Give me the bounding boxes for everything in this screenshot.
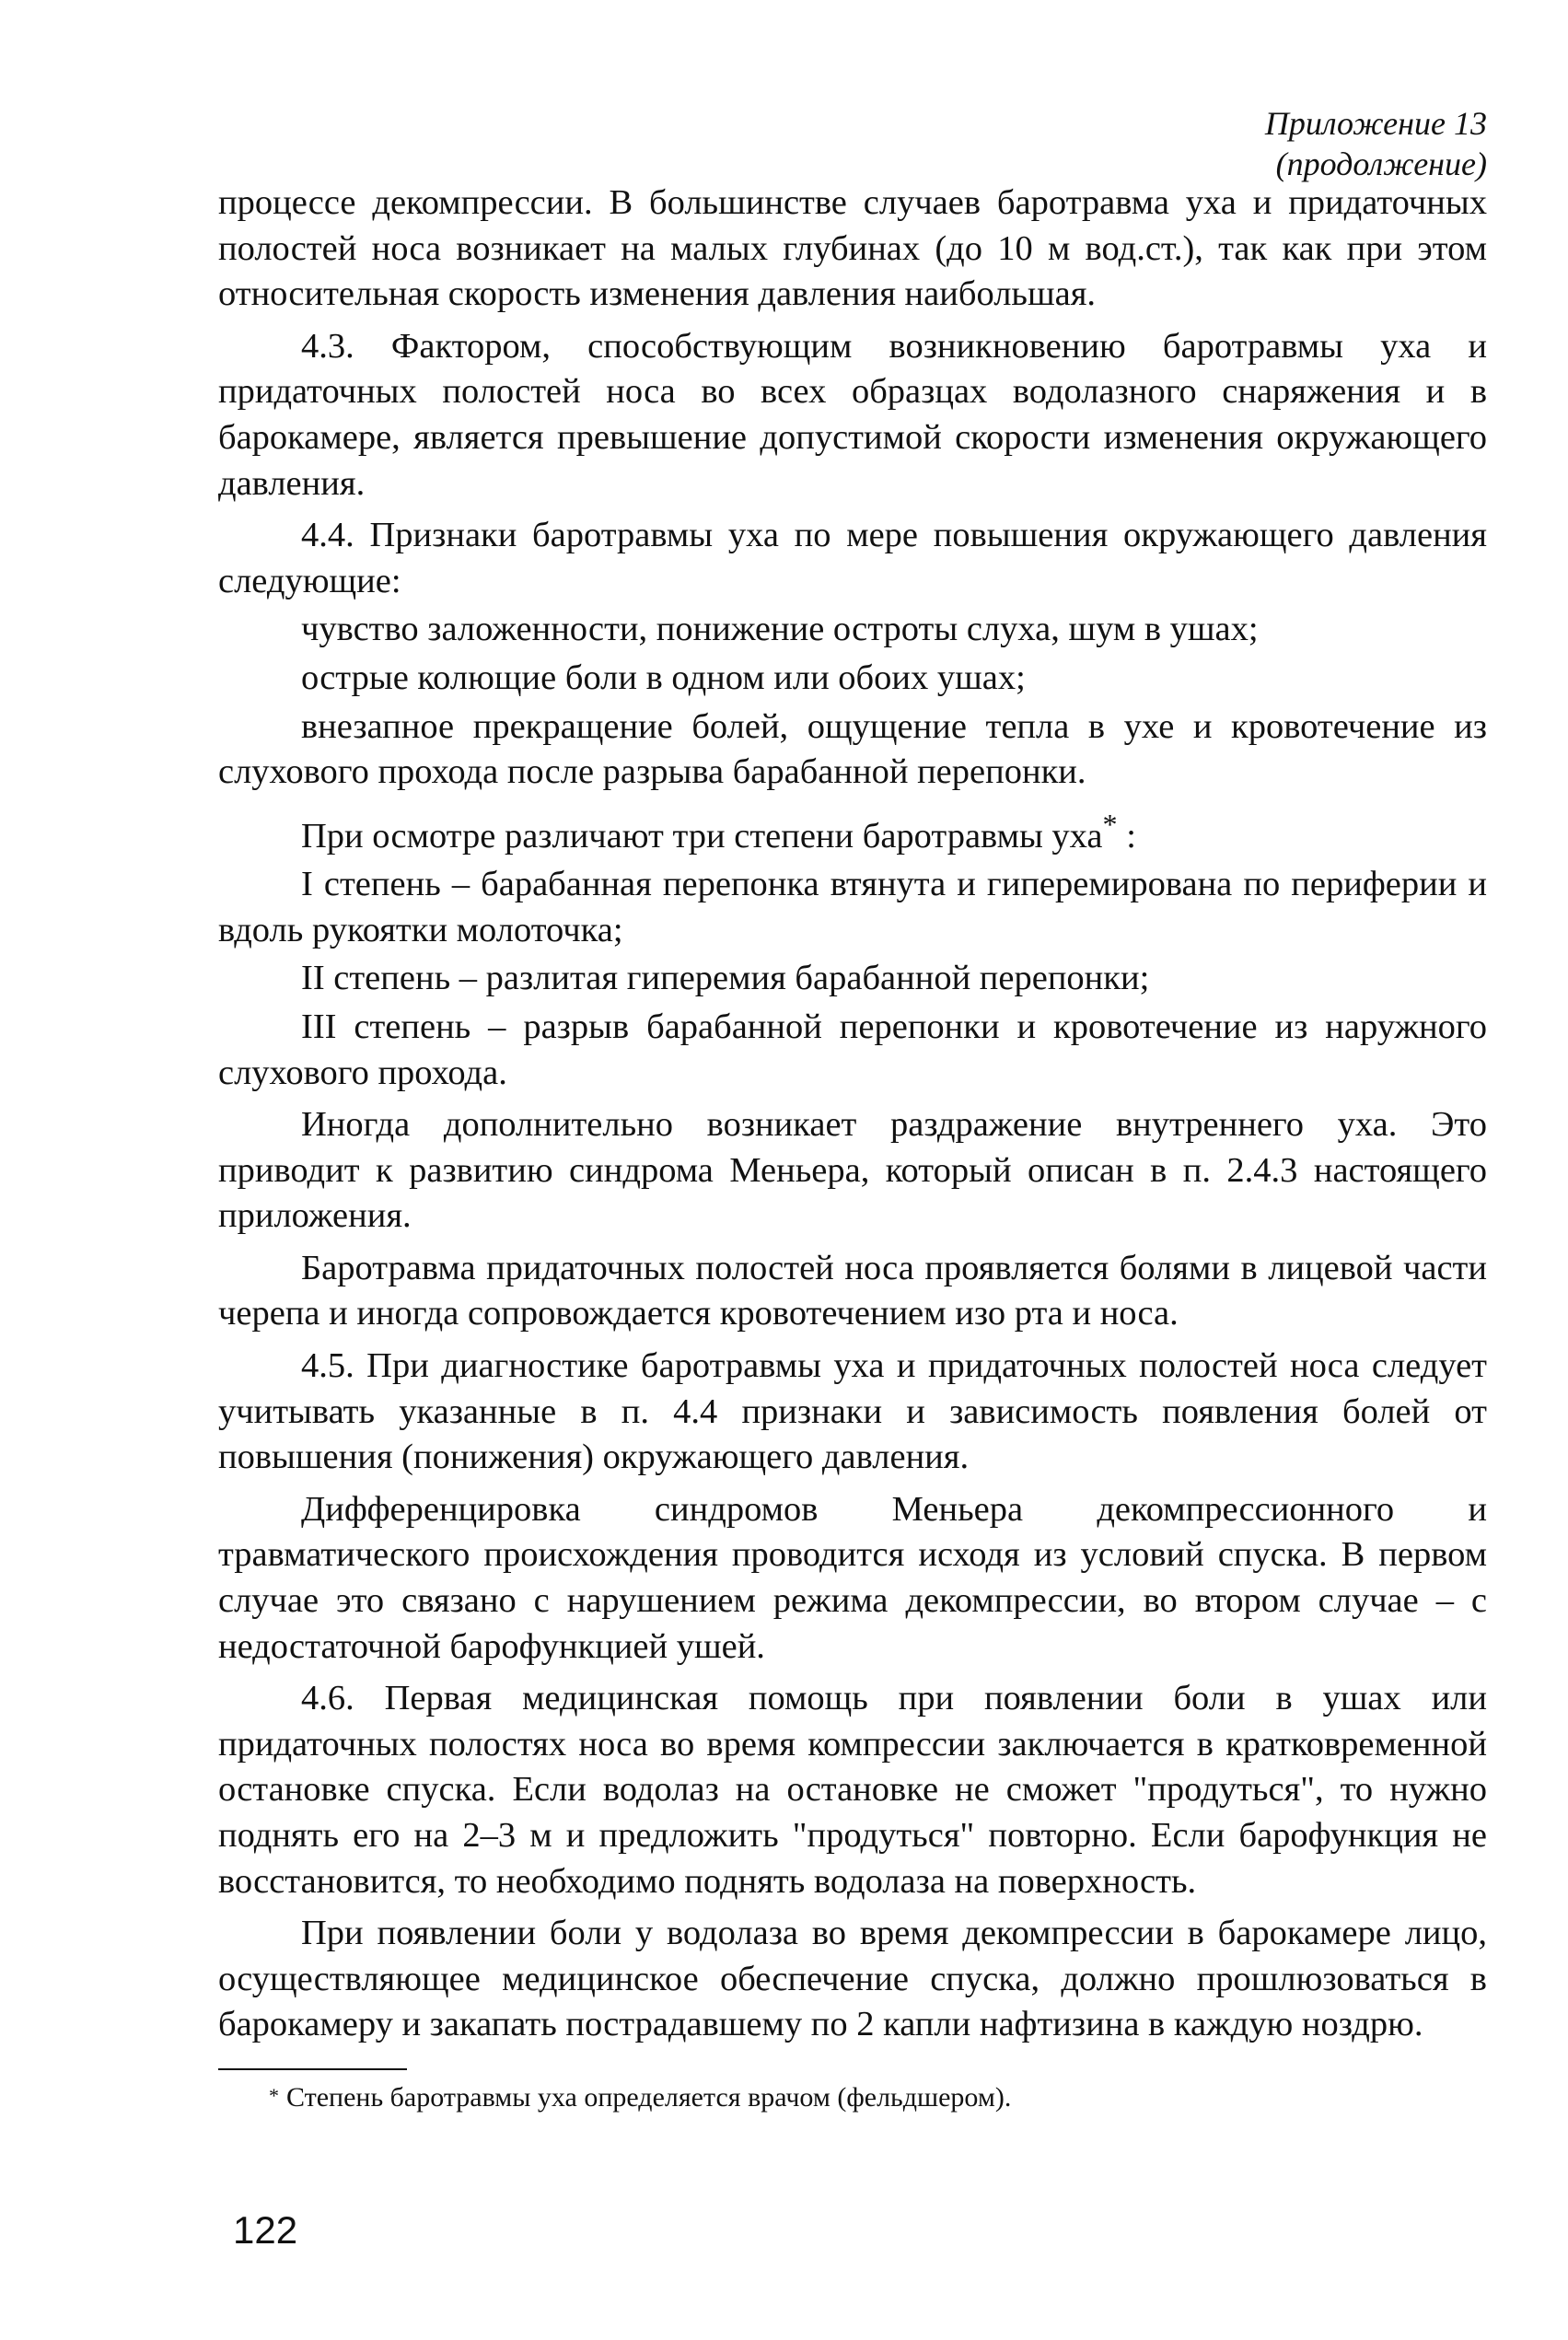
appendix-title: Приложение 13 — [1264, 105, 1487, 142]
footnote-text: Степень баротравмы уха определяется врачом (фельдшером). — [286, 2082, 1012, 2113]
symptom-item: внезапное прекращение болей, ощущение тепла в ухе и кровотечение из слухового прохода после разрыва барабанной перепонки. — [218, 706, 1487, 792]
appendix-continuation: (продолжение) — [1275, 146, 1487, 182]
symptom-item: чувство заложенности, понижение остроты слуха, шум в ушах; — [301, 610, 1259, 649]
page-number: 122 — [233, 2208, 298, 2252]
paragraph: Баротравма придаточных полостей носа проявляется болями в лицевой части черепа и иногда сопровождается кровотечением изо рта и носа. — [218, 1248, 1487, 1333]
footnote-divider — [218, 2068, 407, 2070]
paragraph: процессе декомпрессии. В большинстве случаев баротравма уха и придаточных полостей носа возникает на малых глубинах (до 10 м вод.ст.), так как при этом относительная скорость изменения давления наибольшая. — [218, 183, 1487, 314]
degree-item: I степень – барабанная перепонка втянута и гиперемирована по периферии и вдоль рукоятки молоточка; — [218, 865, 1487, 949]
body-text — [218, 180, 1487, 2048]
paragraph: Иногда дополнительно возникает раздражение внутреннего уха. Это приводит к развитию синдрома Меньера, который описан в п. 2.4.3 настоящего приложения. — [218, 1105, 1487, 1236]
footnote-mark: * — [269, 2084, 279, 2107]
degrees-intro: При осмотре различают три степени баротравмы уха — [301, 816, 1103, 856]
paragraph: При появлении боли у водолаза во время декомпрессии в барокамере лицо, осуществляющее медицинское обеспечение спуска, должно прошлюзоваться в барокамеру и закапать пострадавшему по 2 капли нафтизина в каждую ноздрю. — [218, 1914, 1487, 2044]
paragraph: Дифференцировка синдромов Меньера декомпрессионного и травматического происхождения проводится исходя из условий спуска. В первом случае это связано с нарушением режима декомпрессии, во втором случае – с недостаточной барофункцией ушей. — [218, 1489, 1487, 1666]
footnote-reference: * — [1102, 807, 1118, 841]
paragraph-4-3: 4.3. Фактором, способствующим возникновению баротравмы уха и придаточных полостей носа во всех образцах водолазного снаряжения и в барокамере, является превышение допустимой скорости изменения окружающего давления. — [218, 326, 1487, 503]
appendix-header — [1265, 103, 1487, 184]
paragraph-4-4: 4.4. Признаки баротравмы уха по мере повышения окружающего давления следующие: — [218, 516, 1487, 600]
footnote — [269, 2079, 1011, 2116]
degree-item: III степень – разрыв барабанной перепонки и кровотечение из наружного слухового прохода. — [218, 1007, 1487, 1092]
paragraph-4-5: 4.5. При диагностике баротравмы уха и придаточных полостей носа следует учитывать указанные в п. 4.4 признаки и зависимость появления болей от повышения (понижения) окружающего давления. — [218, 1346, 1487, 1477]
degrees-colon: : — [1126, 816, 1136, 856]
paragraph-4-6: 4.6. Первая медицинская помощь при появлении боли в ушах или придаточных полостях носа во время компрессии заключается в кратковременной остановке спуска. Если водолаз на остановке не сможет "продуться", то нужно поднять его на 2–3 м и предложить "продуться" повторно. Если барофункция не восстановится, то необходимо поднять водолаза на поверхность. — [218, 1679, 1487, 1901]
degree-item: II степень – разлитая гиперемия барабанной перепонки; — [301, 959, 1150, 998]
symptom-item: острые колющие боли в одном или обоих ушах; — [301, 658, 1026, 697]
paragraph-degrees — [218, 802, 1487, 859]
